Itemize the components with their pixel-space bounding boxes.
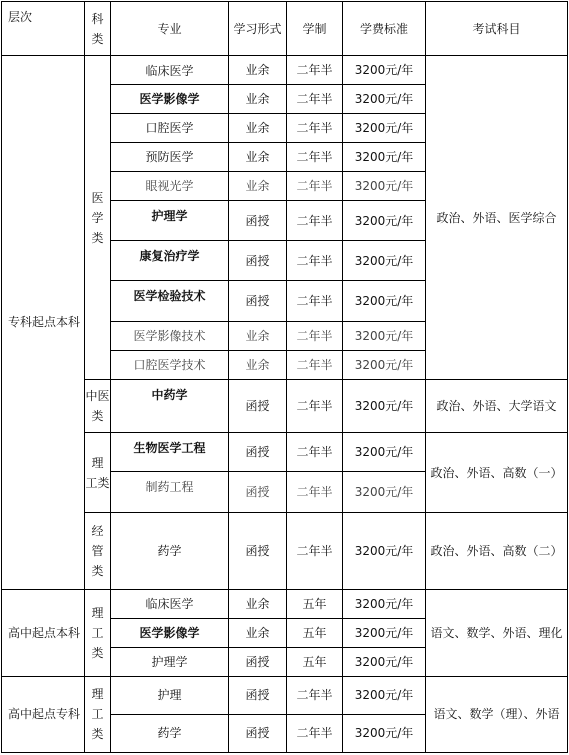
fee-cell: 3200元/年 [343, 241, 426, 281]
fee-cell: 3200元/年 [343, 281, 426, 322]
mode-cell: 业余 [229, 322, 287, 351]
duration-cell: 二年半 [287, 471, 343, 512]
major-cell: 生物医学工程 [111, 433, 229, 471]
fee-cell: 3200元/年 [343, 56, 426, 85]
duration-cell: 二年半 [287, 380, 343, 433]
duration-cell: 五年 [287, 618, 343, 647]
major-cell: 制药工程 [111, 471, 229, 512]
mode-cell: 业余 [229, 172, 287, 201]
subjects-cell: 政治、外语、医学综合 [426, 56, 568, 380]
duration-cell: 二年半 [287, 241, 343, 281]
mode-cell: 函授 [229, 471, 287, 512]
major-cell: 预防医学 [111, 143, 229, 172]
major-cell: 医学检验技术 [111, 281, 229, 322]
major-cell: 护理 [111, 676, 229, 714]
duration-cell: 二年半 [287, 56, 343, 85]
fee-cell: 3200元/年 [343, 172, 426, 201]
fee-cell: 3200元/年 [343, 433, 426, 471]
duration-cell: 二年半 [287, 143, 343, 172]
duration-cell: 二年半 [287, 433, 343, 471]
mode-cell: 业余 [229, 589, 287, 618]
header-category: 科 类 [85, 2, 111, 56]
level-cell: 高中起点专科 [2, 676, 85, 752]
mode-cell: 业余 [229, 85, 287, 114]
fee-cell: 3200元/年 [343, 322, 426, 351]
mode-cell: 业余 [229, 143, 287, 172]
major-cell: 药学 [111, 714, 229, 752]
header-mode: 学习形式 [229, 2, 287, 56]
mode-cell: 函授 [229, 512, 287, 589]
programs-table [1, 1, 568, 753]
duration-cell: 二年半 [287, 322, 343, 351]
duration-cell: 二年半 [287, 281, 343, 322]
table-row [2, 676, 568, 714]
table-row [2, 56, 568, 85]
fee-cell: 3200元/年 [343, 380, 426, 433]
fee-cell: 3200元/年 [343, 714, 426, 752]
major-cell: 口腔医学 [111, 114, 229, 143]
table-row [2, 380, 568, 433]
header-duration: 学制 [287, 2, 343, 56]
mode-cell: 函授 [229, 241, 287, 281]
fee-cell: 3200元/年 [343, 647, 426, 676]
subjects-cell: 政治、外语、大学语文 [426, 380, 568, 433]
mode-cell: 业余 [229, 351, 287, 380]
major-cell: 口腔医学技术 [111, 351, 229, 380]
mode-cell: 函授 [229, 380, 287, 433]
subjects-cell: 政治、外语、高数（一） [426, 433, 568, 512]
mode-cell: 函授 [229, 281, 287, 322]
category-cell: 中医 类 [85, 380, 111, 433]
header-row [2, 2, 568, 56]
duration-cell: 五年 [287, 647, 343, 676]
major-cell: 中药学 [111, 380, 229, 433]
category-cell: 理 工 类 [85, 676, 111, 752]
major-cell: 护理学 [111, 201, 229, 241]
mode-cell: 业余 [229, 114, 287, 143]
fee-cell: 3200元/年 [343, 676, 426, 714]
header-subjects: 考试科目 [426, 2, 568, 56]
category-cell: 理 工 类 [85, 589, 111, 676]
subjects-cell: 语文、数学（理）、外语 [426, 676, 568, 752]
fee-cell: 3200元/年 [343, 618, 426, 647]
duration-cell: 二年半 [287, 351, 343, 380]
header-fee: 学费标准 [343, 2, 426, 56]
category-cell: 医 学 类 [85, 56, 111, 380]
mode-cell: 函授 [229, 676, 287, 714]
fee-cell: 3200元/年 [343, 471, 426, 512]
category-cell: 理 工类 [85, 433, 111, 512]
major-cell: 眼视光学 [111, 172, 229, 201]
mode-cell: 函授 [229, 714, 287, 752]
major-cell: 临床医学 [111, 56, 229, 85]
category-cell: 经 管 类 [85, 512, 111, 589]
major-cell: 医学影像技术 [111, 322, 229, 351]
major-cell: 医学影像学 [111, 85, 229, 114]
subjects-cell: 政治、外语、高数（二） [426, 512, 568, 589]
duration-cell: 二年半 [287, 172, 343, 201]
duration-cell: 二年半 [287, 85, 343, 114]
duration-cell: 二年半 [287, 512, 343, 589]
fee-cell: 3200元/年 [343, 512, 426, 589]
level-cell: 专科起点本科 [2, 56, 85, 590]
mode-cell: 函授 [229, 433, 287, 471]
table-row [2, 589, 568, 618]
fee-cell: 3200元/年 [343, 85, 426, 114]
major-cell: 临床医学 [111, 589, 229, 618]
fee-cell: 3200元/年 [343, 143, 426, 172]
subjects-cell: 语文、数学、外语、理化 [426, 589, 568, 676]
mode-cell: 业余 [229, 56, 287, 85]
duration-cell: 二年半 [287, 714, 343, 752]
fee-cell: 3200元/年 [343, 351, 426, 380]
table-row [2, 433, 568, 471]
fee-cell: 3200元/年 [343, 589, 426, 618]
fee-cell: 3200元/年 [343, 201, 426, 241]
mode-cell: 业余 [229, 618, 287, 647]
header-level: 层次 [2, 2, 85, 56]
fee-cell: 3200元/年 [343, 114, 426, 143]
major-cell: 医学影像学 [111, 618, 229, 647]
level-cell: 高中起点本科 [2, 589, 85, 676]
major-cell: 护理学 [111, 647, 229, 676]
table-row [2, 512, 568, 589]
mode-cell: 函授 [229, 647, 287, 676]
duration-cell: 五年 [287, 589, 343, 618]
duration-cell: 二年半 [287, 676, 343, 714]
major-cell: 康复治疗学 [111, 241, 229, 281]
duration-cell: 二年半 [287, 114, 343, 143]
mode-cell: 函授 [229, 201, 287, 241]
major-cell: 药学 [111, 512, 229, 589]
duration-cell: 二年半 [287, 201, 343, 241]
header-major: 专业 [111, 2, 229, 56]
